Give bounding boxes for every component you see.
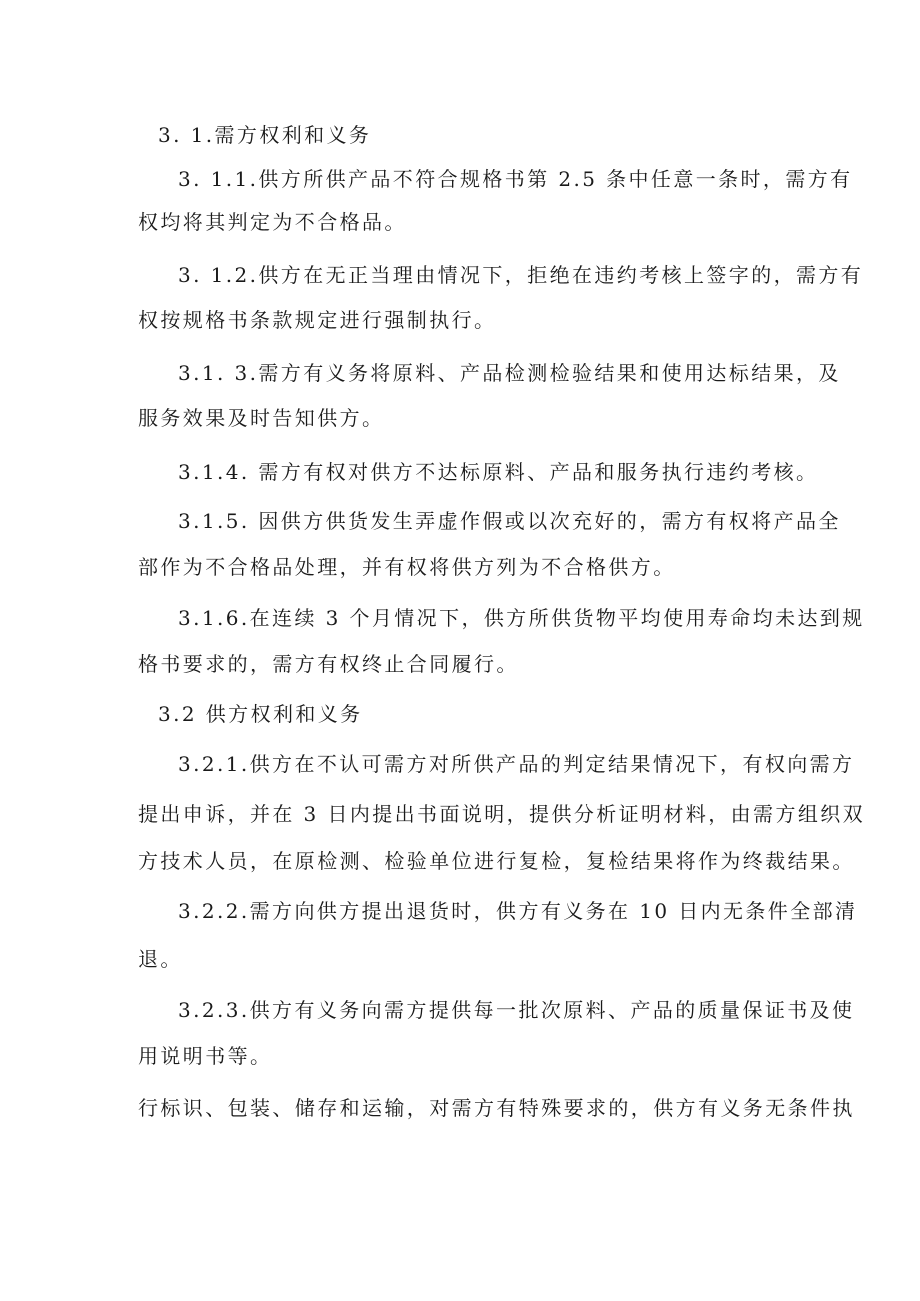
clause-3-1-3-line-2: 服务效果及时告知供方。 (138, 406, 385, 430)
clause-3-2-2-line-2: 退。 (138, 947, 183, 971)
clause-3-1-5-line-2: 部作为不合格品处理，并有权将供方列为不合格供方。 (138, 555, 676, 579)
clause-3-1-4: 3.1.4. 需方有权对供方不达标原料、产品和服务执行违约考核。 (178, 460, 819, 484)
clause-3-1-2-line-1: 3. 1.2.供方在无正当理由情况下，拒绝在违约考核上签字的，需方有 (178, 263, 864, 287)
clause-3-1-1-line-1: 3. 1.1.供方所供产品不符合规格书第 2.5 条中任意一条时，需方有 (178, 167, 853, 191)
clause-3-2-3-line-1: 3.2.3.供方有义务向需方提供每一批次原料、产品的质量保证书及使 (178, 998, 855, 1022)
clause-3-2-3-line-2: 用说明书等。 (138, 1044, 273, 1068)
clause-3-2-1-line-1: 3.2.1.供方在不认可需方对所供产品的判定结果情况下，有权向需方 (178, 752, 855, 776)
clause-3-1-3-line-1: 3.1. 3.需方有义务将原料、产品检测检验结果和使用达标结果，及 (178, 361, 841, 385)
clause-3-2-2-line-1: 3.2.2.需方向供方提出退货时，供方有义务在 10 日内无条件全部清 (178, 899, 858, 923)
clause-3-1-1-line-2: 权均将其判定为不合格品。 (138, 210, 407, 234)
heading-3-2: 3.2 供方权利和义务 (158, 702, 363, 726)
heading-3-1: 3. 1.需方权利和义务 (158, 123, 372, 147)
clause-3-1-6-line-2: 格书要求的，需方有权终止合同履行。 (138, 652, 519, 676)
clause-3-2-1-line-3: 方技术人员，在原检测、检验单位进行复检，复检结果将作为终裁结果。 (138, 849, 855, 873)
clause-3-1-2-line-2: 权按规格书条款规定进行强制执行。 (138, 308, 497, 332)
trailing-fragment-line: 行标识、包装、储存和运输，对需方有特殊要求的，供方有义务无条件执 (138, 1096, 855, 1120)
clause-3-2-1-line-2: 提出申诉，并在 3 日内提出书面说明，提供分析证明材料，由需方组织双 (138, 802, 866, 826)
clause-3-1-5-line-1: 3.1.5. 因供方供货发生弄虚作假或以次充好的，需方有权将产品全 (178, 509, 841, 533)
clause-3-1-6-line-1: 3.1.6.在连续 3 个月情况下，供方所供货物平均使用寿命均未达到规 (178, 606, 865, 630)
